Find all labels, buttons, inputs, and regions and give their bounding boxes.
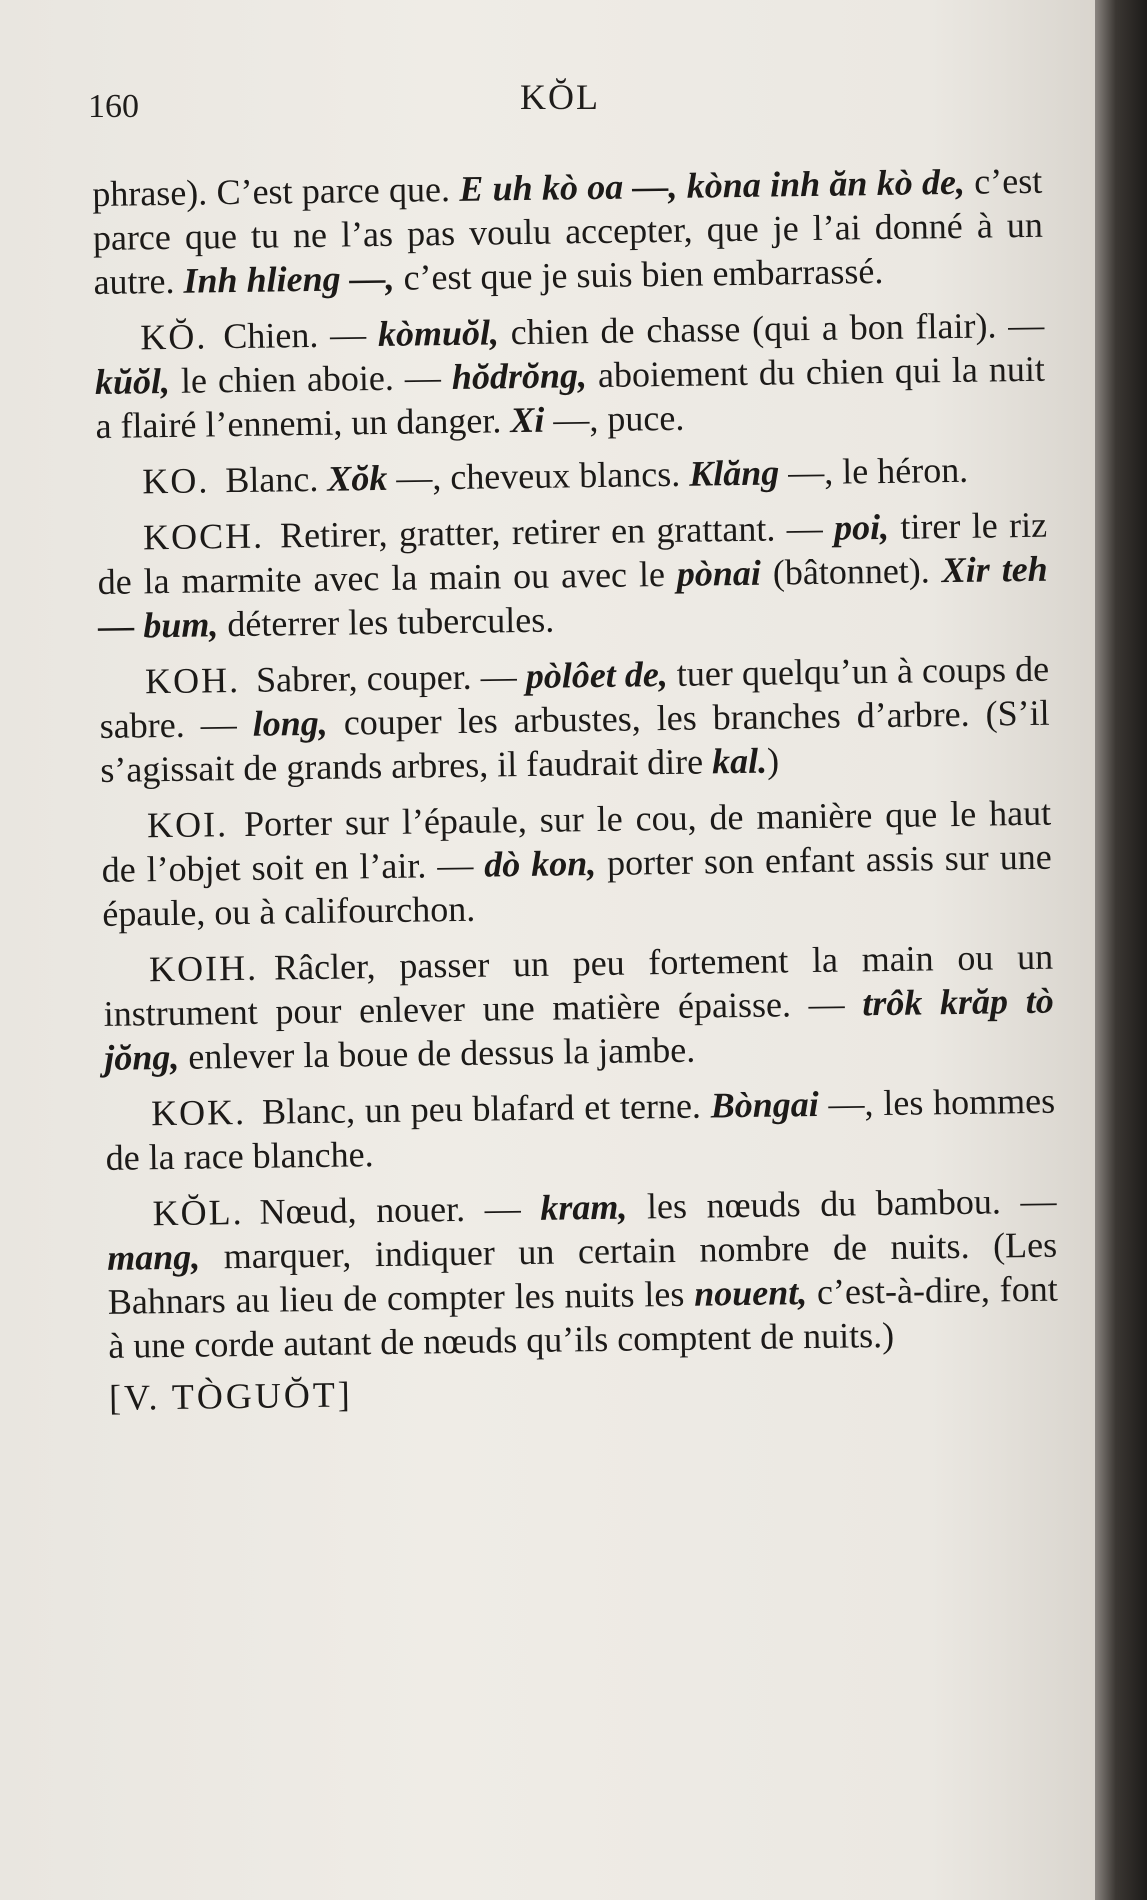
entry-headword: KOCH. xyxy=(142,515,265,558)
entry-text: Porter sur l’épaule, sur le cou, de manière que le haut de l’objet soit en l’air. — dò kon, porter son enfant assis sur une épaule, ou à califourchon. xyxy=(101,792,1052,934)
entry-headword: KOH. xyxy=(144,659,241,702)
entry-text: Blanc, un peu blafard et terne. Bòngai —, les hommes de la race blanche. xyxy=(105,1080,1056,1178)
entry-headword: KO. xyxy=(142,460,210,502)
entry-headword: KOI. xyxy=(146,804,229,846)
entry-text: Blanc. Xŏk —, cheveux blancs. Klăng —, le héron. xyxy=(225,449,969,501)
entry-text: Chien. — kòmuŏl, chien de chasse (qui a bon flair). — kŭŏl, le chien aboie. — hŏdrŏng, aboiement du chien qui la nuit a flairé l’ennemi, un danger. Xi —, puce. xyxy=(94,304,1046,446)
dictionary-entry xyxy=(97,503,1049,648)
entry-headword: KŎ. xyxy=(140,316,208,358)
dictionary-entry xyxy=(99,647,1051,792)
page-number: 160 xyxy=(88,88,139,125)
dictionary-entry xyxy=(94,303,1046,448)
dictionary-entry xyxy=(103,935,1055,1080)
entry-text: Retirer, gratter, retirer en grattant. — poi, tirer le riz de la marmite avec la main ou avec le pònai (bâtonnet). Xir teh — bum, déterrer les tubercules. xyxy=(97,504,1048,646)
dictionary-entry xyxy=(92,159,1044,304)
entry-text: Nœud, nouer. — kram, les nœuds du bambou. — mang, marquer, indiquer un certain nombre de nuits. (Les Bahnars au lieu de compter les nuits les nouent, c’est-à-dire, font à une corde autant de nœuds qu’ils comptent de nuits.) xyxy=(106,1180,1058,1366)
entry-headword: KOK. xyxy=(150,1091,247,1134)
entry-headword: KOIH. xyxy=(148,947,259,990)
entry-headword: KŎL. xyxy=(152,1191,244,1234)
dictionary-text xyxy=(92,159,1059,1420)
dictionary-entry xyxy=(105,1079,1056,1180)
running-head: KŎL xyxy=(520,77,600,117)
dictionary-entry xyxy=(106,1179,1058,1368)
cross-reference: [V. TÒGUŎT] xyxy=(108,1374,354,1418)
dictionary-entry xyxy=(101,791,1053,936)
dictionary-entry xyxy=(96,447,1047,504)
entry-text: Sabrer, couper. — pòlôet de, tuer quelqu’un à coups de sabre. — long, couper les arbustes, les branches d’arbre. (S’il s’agissait de grands arbres, il faudrait dire kal.) xyxy=(99,648,1050,790)
entry-text: Râcler, passer un peu fortement la main ou un instrument pour enlever une matière épaisse. — trôk krăp tò jŏng, enlever la boue de dessus la jambe. xyxy=(103,936,1054,1078)
entry-text: phrase). C’est parce que. E uh kò oa —, kòna inh ăn kò de, c’est parce que tu ne l’as pas voulu accepter, que je l’ai donné à un autre. Inh hlieng —, c’est que je suis bien embarrassé. xyxy=(92,160,1044,302)
page-edge-shadow xyxy=(1095,0,1147,1900)
